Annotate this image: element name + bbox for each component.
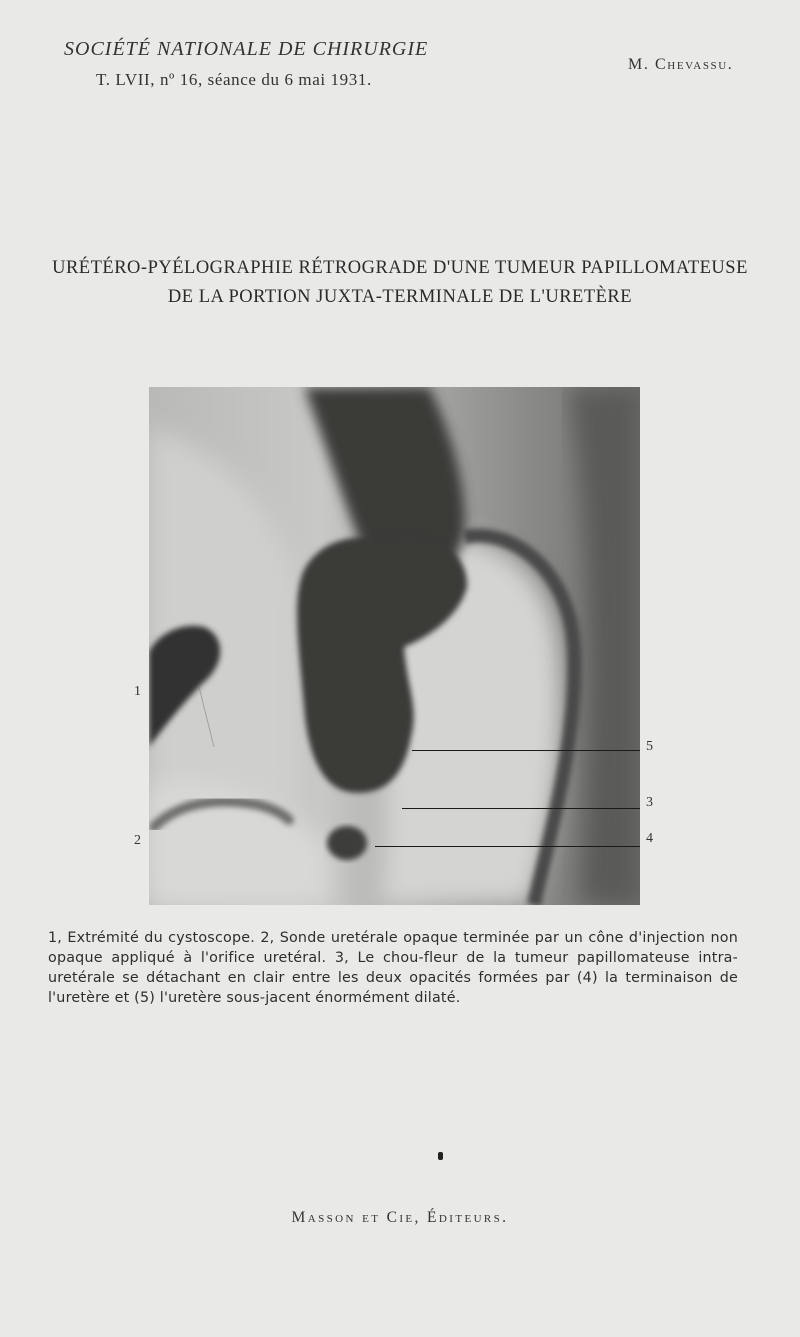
radiograph-image	[149, 387, 640, 905]
leader-line-5	[412, 750, 640, 751]
figure-caption: 1, Extrémité du cystoscope. 2, Sonde uretérale opaque terminée par un cône d'injection non opaque appliqué à l'orifice uretéral. 3, Le chou-fleur de la tumeur papillomateuse intra-uretérale se détachant en clair entre les deux opacités formées par (4) la terminaison de l'uretère et (5) l'uretère sous-jacent énormément dilaté.	[48, 930, 738, 1006]
publisher-line: Masson et Cie, Éditeurs.	[291, 1209, 509, 1226]
leader-line-3	[402, 808, 640, 809]
figure-label-5: 5	[646, 739, 653, 754]
figure-label-3: 3	[646, 795, 653, 810]
radiograph-figure	[149, 387, 640, 905]
figure-label-2: 2	[134, 833, 141, 848]
figure-label-1: 1	[134, 684, 141, 699]
author-name: M. Chevassu.	[628, 56, 734, 73]
article-title-line-1: URÉTÉRO-PYÉLOGRAPHIE RÉTROGRADE D'UNE TUMEUR PAPILLOMATEUSE	[52, 258, 748, 278]
journal-name: SOCIÉTÉ NATIONALE DE CHIRURGIE	[64, 38, 429, 60]
ink-mark	[438, 1152, 443, 1160]
issue-line: T. LVII, nº 16, séance du 6 mai 1931.	[96, 70, 372, 89]
article-title-line-2: DE LA PORTION JUXTA-TERMINALE DE L'URETÈRE	[167, 287, 633, 307]
leader-line-4	[375, 846, 640, 847]
figure-label-4: 4	[646, 831, 653, 846]
